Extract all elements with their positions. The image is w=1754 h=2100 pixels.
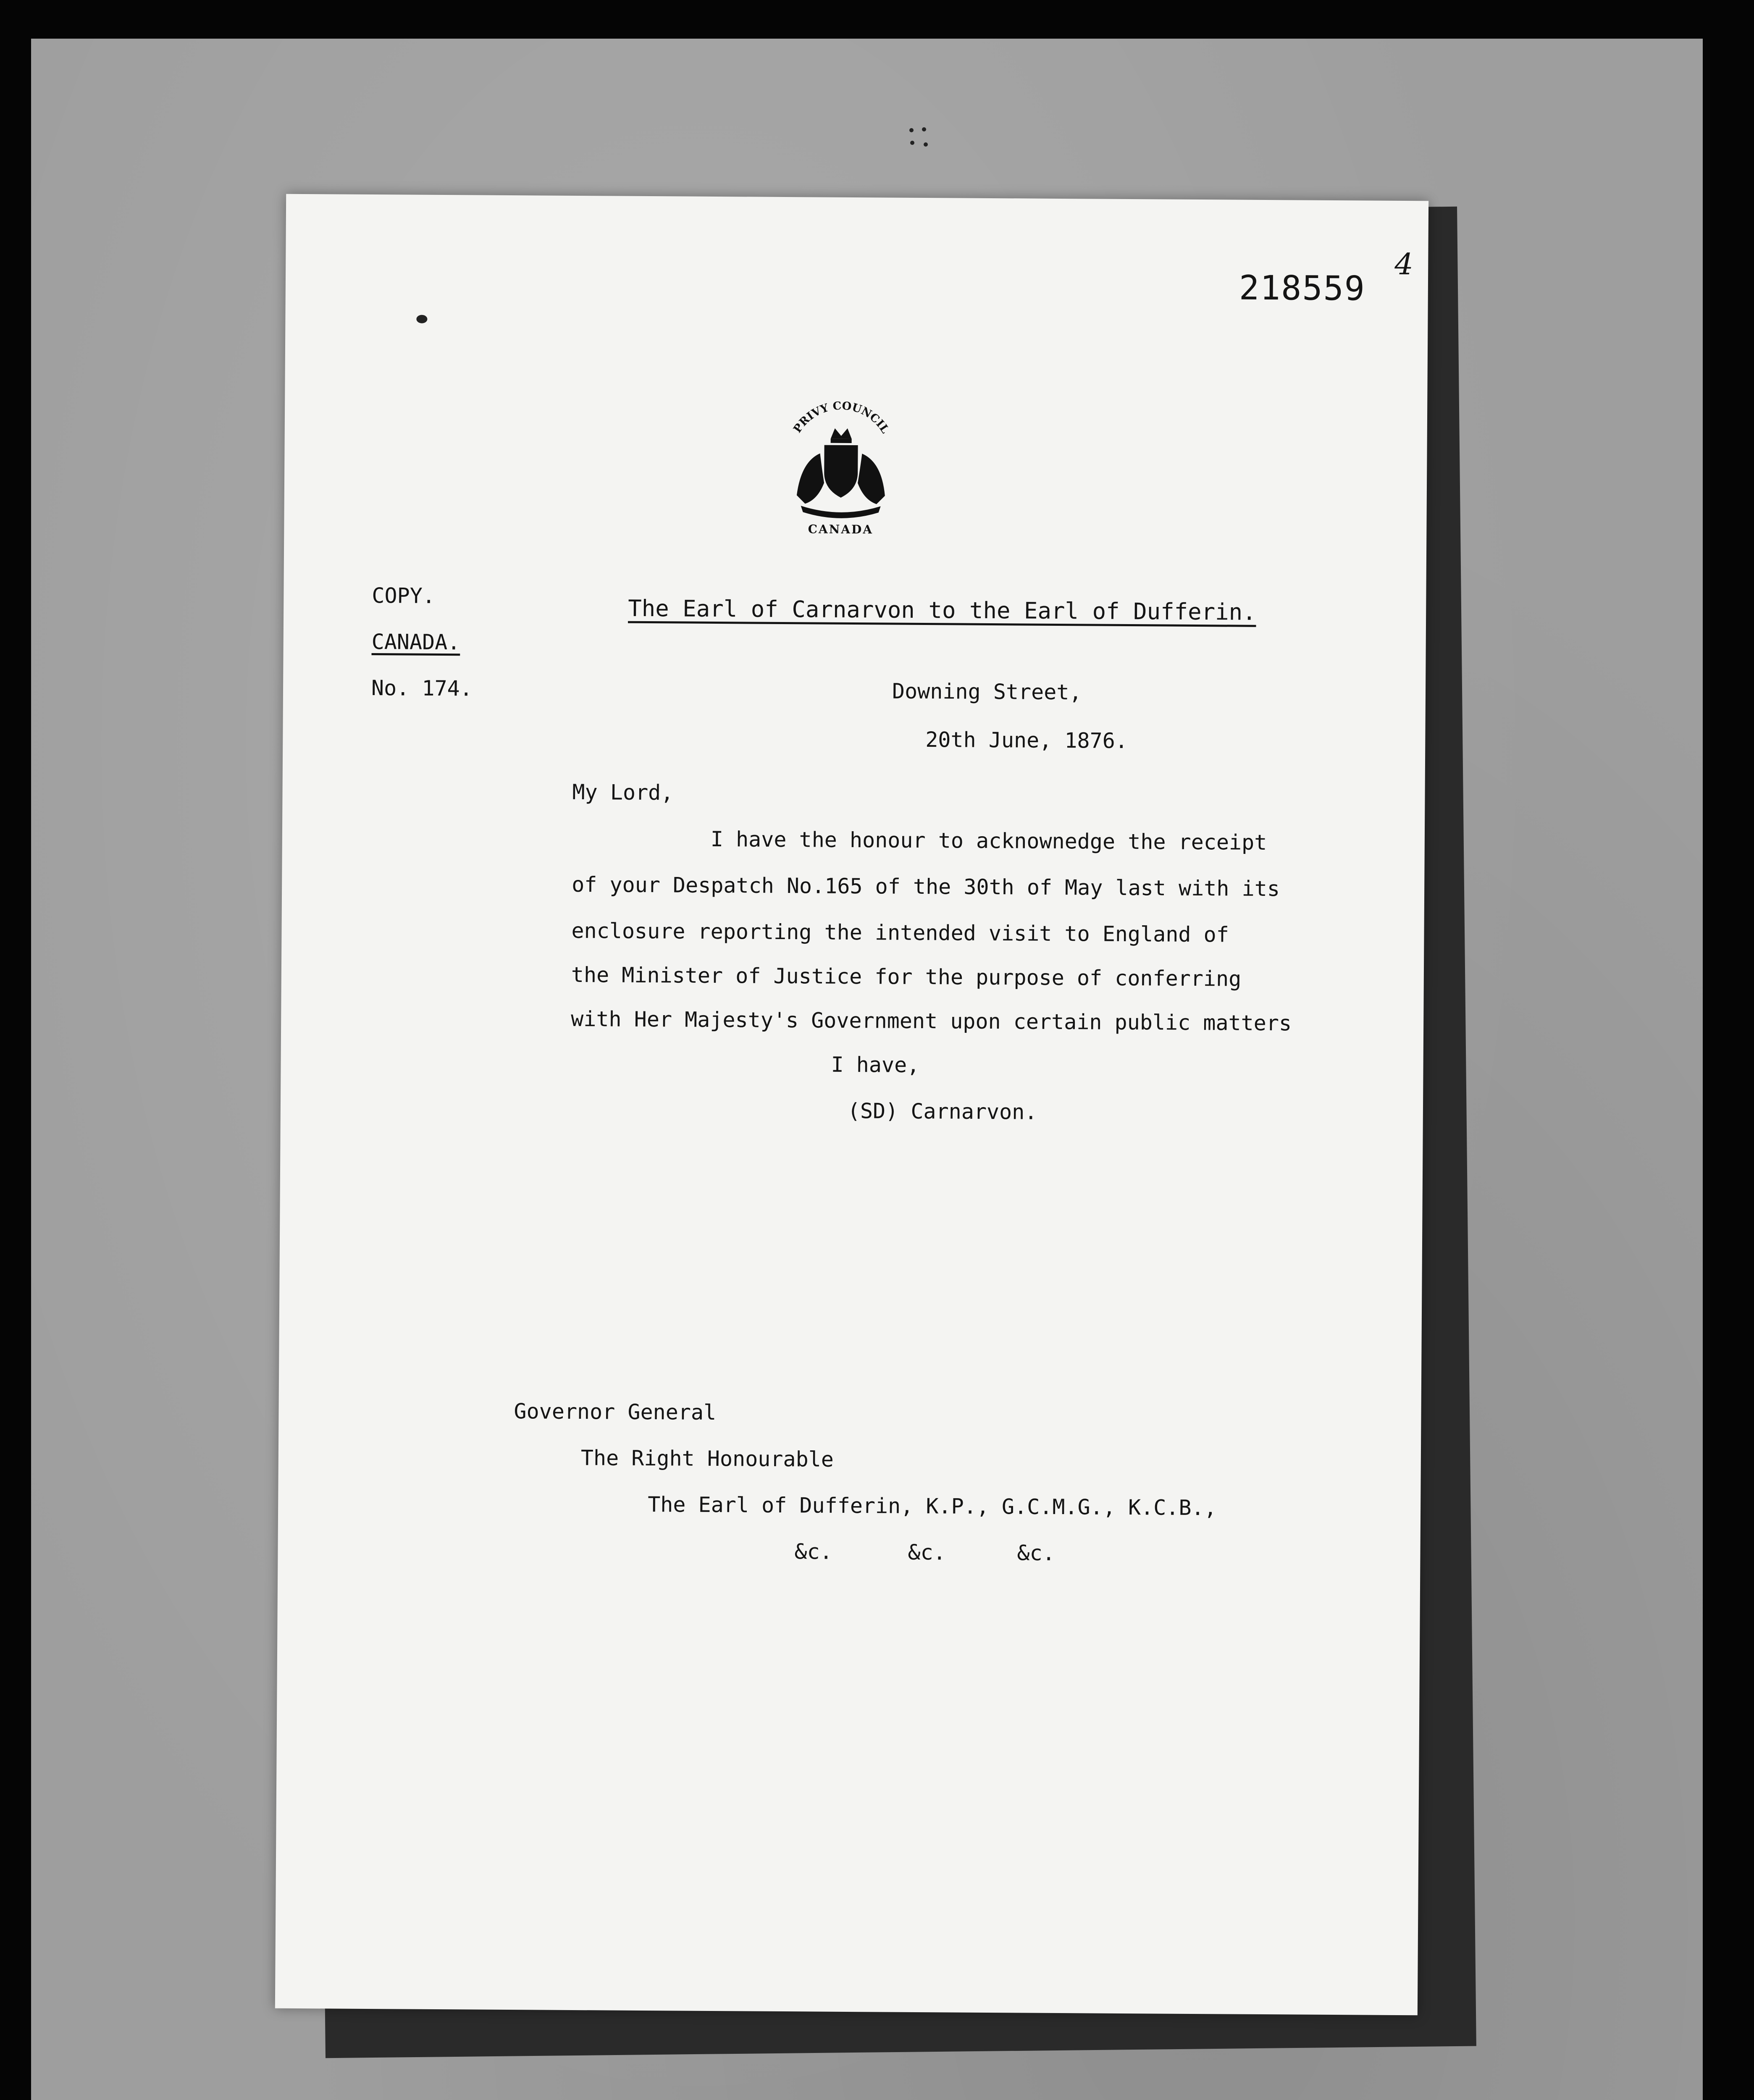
address-date: 20th June, 1876. <box>925 727 1128 753</box>
closing: I have, <box>831 1052 920 1077</box>
privy-council-crest <box>771 399 911 538</box>
body-line: I have the honour to acknownedge the receipt <box>710 827 1267 855</box>
reference-suffix: 4 <box>1394 247 1414 282</box>
body-line: the Minister of Justice for the purpose of conferring <box>571 962 1242 991</box>
address-street: Downing Street, <box>892 679 1082 705</box>
etcetera: &c. <box>908 1540 946 1565</box>
reference-number: 218559 <box>1239 268 1366 308</box>
copy-label: COPY. <box>372 583 436 608</box>
body-line: of your Despatch No.165 of the 30th of May last with its <box>572 872 1280 901</box>
etcetera: &c. <box>1017 1541 1055 1565</box>
crest-bottom-text: CANADA <box>808 522 874 537</box>
ink-speck <box>416 315 427 323</box>
recipient-honorific: The Right Honourable <box>580 1446 834 1472</box>
speck-marks <box>907 126 932 151</box>
crest-top-text: PRIVY COUNCIL <box>791 399 892 436</box>
body-line: with Her Majesty's Government upon certain public matters <box>571 1006 1292 1036</box>
recipient-name: The Earl of Dufferin, K.P., G.C.M.G., K.C.B., <box>647 1492 1217 1520</box>
letter-heading: The Earl of Carnarvon to the Earl of Dufferin. <box>628 595 1256 625</box>
document-page <box>275 194 1428 2016</box>
body-line: enclosure reporting the intended visit to England of <box>571 918 1229 947</box>
signature: (SD) Carnarvon. <box>847 1098 1037 1124</box>
svg-text:PRIVY COUNCIL <box>791 399 891 436</box>
etcetera: &c. <box>794 1539 832 1564</box>
despatch-number: No. 174. <box>371 675 473 701</box>
recipient-title: Governor General <box>514 1399 717 1425</box>
country-label: CANADA. <box>371 629 460 655</box>
salutation: My Lord, <box>572 780 674 805</box>
